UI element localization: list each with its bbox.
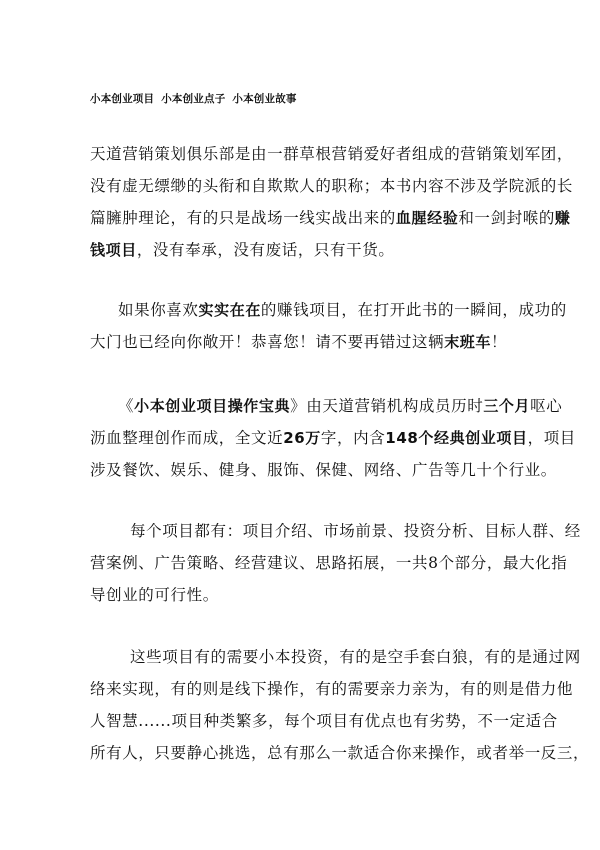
- header-keyword: 小本创业点子: [161, 93, 226, 105]
- paragraph-intro: [90, 138, 574, 266]
- text-line: 篇臃肿理论，有的只是战场一线实战出来的血腥经验和一剑封喉的赚: [90, 209, 571, 227]
- text-line: 营案例、广告策略、经营建议、思路拓展，一共8个部分，最大化指: [90, 554, 568, 572]
- text-line: 络来实现，有的则是线下操作，有的需要亲力亲为，有的则是借力他: [90, 680, 574, 698]
- text-line: 钱项目，没有奉承，没有废话，只有干货。: [90, 241, 395, 259]
- text-line: 涉及餐饮、娱乐、健身、服饰、保健、网络、广告等几十个行业。: [90, 461, 557, 479]
- bold-phrase: 末班车: [444, 333, 492, 351]
- bold-phrase: 148个经典创业项目: [385, 429, 528, 447]
- text-line: 大门也已经向你敞开！恭喜您！请不要再错过这辆末班车！: [90, 333, 508, 351]
- bold-phrase: 小本创业项目操作宝典: [134, 397, 291, 415]
- page-header-keywords: [90, 91, 297, 106]
- header-keyword: 小本创业项目: [90, 93, 155, 105]
- paragraph-project-sections: [90, 515, 581, 611]
- bold-phrase: 26万: [283, 429, 321, 447]
- paragraph-invitation: [90, 294, 567, 358]
- bold-phrase: 赚: [554, 209, 571, 227]
- text-line: 没有虚无缥缈的头衔和自欺欺人的职称；本书内容不涉及学院派的长: [90, 177, 574, 195]
- text-line: 人智慧......项目种类繁多，每个项目有优点也有劣势，不一定适合: [90, 712, 558, 730]
- header-keyword: 小本创业故事: [232, 93, 297, 105]
- text-line: 沥血整理创作而成，全文近26万字，内含148个经典创业项目，项目: [90, 429, 576, 447]
- bold-phrase: 实实在在: [198, 301, 261, 319]
- text-line: 《小本创业项目操作宝典》由天道营销机构成员历时三个月呕心: [118, 397, 563, 415]
- text-line: 天道营销策划俱乐部是由一群草根营销爱好者组成的营销策划军团，: [90, 145, 574, 163]
- text-line: 导创业的可行性。: [90, 586, 219, 604]
- text-line: 所有人，只要静心挑选，总有那么一款适合你来操作，或者举一反三，: [90, 744, 590, 762]
- paragraph-project-variety: [90, 641, 590, 769]
- bold-phrase: 三个月: [483, 397, 531, 415]
- bold-phrase: 血腥经验: [395, 209, 459, 227]
- text-line: 这些项目有的需要小本投资，有的是空手套白狼，有的是通过网: [130, 648, 581, 666]
- bold-phrase: 钱项目: [90, 241, 137, 259]
- text-line: 每个项目都有：项目介绍、市场前景、投资分析、目标人群、经: [130, 522, 581, 540]
- paragraph-book-info: [90, 390, 576, 486]
- text-line: 如果你喜欢实实在在的赚钱项目，在打开此书的一瞬间，成功的: [118, 301, 567, 319]
